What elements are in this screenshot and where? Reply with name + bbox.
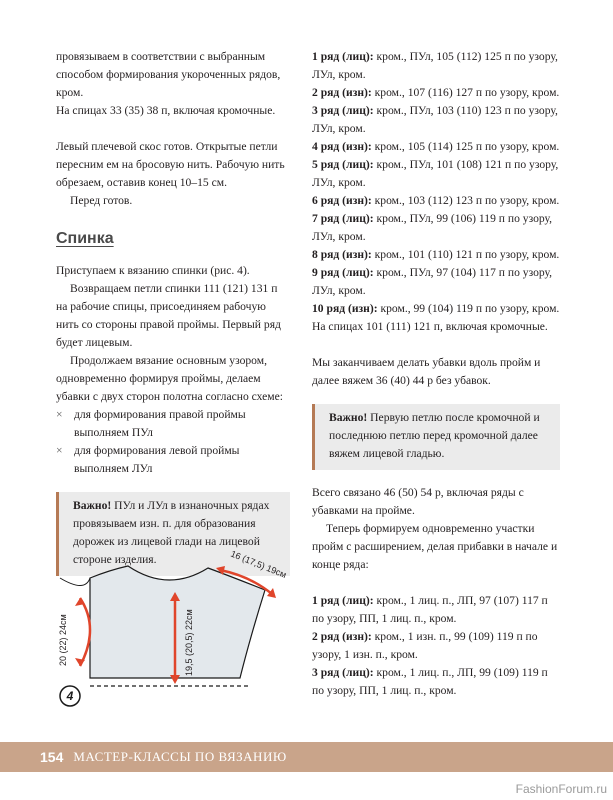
row-text: кром., ПУл, 97 (104) 117 п по узору, ЛУл, кром.: [312, 266, 553, 297]
row-label: 4 ряд (изн):: [312, 140, 372, 153]
instruction-row: [312, 84, 560, 102]
measure-label-left: 20 (22) 24см: [58, 614, 68, 666]
arrowhead: [170, 675, 180, 684]
row-text: кром., ПУл, 101 (108) 121 п по узору, ЛУл, кром.: [312, 158, 559, 189]
note-text: Первую петлю после кромочной и последнюю петлю перед кромочной далее вяжем лицевой гладью.: [329, 411, 540, 460]
page-footer: [0, 742, 613, 772]
section-heading: Спинка: [56, 230, 114, 247]
row-text: кром., 101 (110) 121 п по узору, кром.: [371, 248, 560, 261]
row-text: кром., 105 (114) 125 п по узору, кром.: [371, 140, 560, 153]
series-title: МАСТЕР-КЛАССЫ ПО ВЯЗАНИЮ: [73, 749, 287, 764]
paragraph: Теперь формируем одновременно участки пройм с расширением, делая прибавки в начале и конце ряда:: [312, 522, 558, 571]
note-label: Важно!: [329, 411, 368, 424]
row-label: 3 ряд (лиц):: [312, 666, 374, 679]
cross-bullet-icon: ×: [56, 444, 63, 457]
pattern-diagram: [50, 548, 290, 718]
paragraph: Возвращаем петли спинки 111 (121) 131 п на рабочие спицы, присоединяем рабочую нить со стороны правой проймы. Первый ряд будет лицевым.: [56, 282, 281, 349]
row-label: 1 ряд (лиц):: [312, 594, 374, 607]
measure-label-center: 19,5 (20,5) 22см: [184, 609, 194, 676]
row-list: [312, 592, 560, 700]
instruction-row: [312, 664, 560, 700]
paragraph: Всего связано 46 (50) 54 р, включая ряды с убавками на пройме.: [312, 486, 524, 517]
row-text: кром., 99 (104) 119 п по узору, кром.: [377, 302, 560, 315]
back-piece-shape: [90, 566, 265, 678]
armhole-curve: [60, 578, 90, 586]
instruction-row: [312, 192, 560, 210]
note-text: ПУл и ЛУл в изнаночных рядах провязываем изн. п. для образования дорожек из лицевой глади на лицевой стороне изделия.: [73, 499, 270, 566]
list-item: × для формирования левой проймы выполняем ЛУл: [56, 442, 290, 478]
watermark: FashionForum.ru: [515, 782, 607, 796]
row-label: 1 ряд (лиц):: [312, 50, 374, 63]
row-label: 9 ряд (лиц):: [312, 266, 374, 279]
instruction-row: [312, 156, 560, 192]
instruction-row: [312, 628, 560, 664]
instruction-row: [312, 264, 560, 300]
row-label: 10 ряд (изн):: [312, 302, 378, 315]
instruction-row: [312, 48, 560, 84]
instruction-row: [312, 592, 560, 628]
row-label: 6 ряд (изн):: [312, 194, 372, 207]
row-text: кром., 107 (116) 127 п по узору, кром.: [371, 86, 560, 99]
row-text: кром., ПУл, 103 (110) 123 п по узору, ЛУл, кром.: [312, 104, 558, 135]
list-item: × для формирования правой проймы выполняем ПУл: [56, 406, 290, 442]
paragraph: На спицах 101 (111) 121 п, включая кромочные.: [312, 320, 548, 333]
instruction-row: [312, 300, 560, 318]
paragraph: Мы заканчиваем делать убавки вдоль пройм и далее вяжем 36 (40) 44 р без убавок.: [312, 356, 541, 387]
row-label: 7 ряд (лиц):: [312, 212, 374, 225]
row-text: кром., 1 лиц. п., ЛП, 99 (109) 119 п по узору, ПП, 1 лиц. п., кром.: [312, 666, 548, 697]
row-label: 2 ряд (изн):: [312, 630, 372, 643]
row-text: кром., 1 изн. п., 99 (109) 119 п по узору, 1 изн. п., кром.: [312, 630, 538, 661]
instruction-row: [312, 210, 560, 246]
paragraph: Перед готов.: [70, 194, 133, 207]
height-arrow-left: [80, 598, 90, 666]
measure-label-top: 16 (17,5) 19см: [229, 548, 288, 581]
row-text: кром., ПУл, 99 (106) 119 п по узору, ЛУл, кром.: [312, 212, 553, 243]
paragraph: Продолжаем вязание основным узором, одновременно формируя проймы, делаем убавки с двух сторон полотна согласно схеме:: [56, 354, 283, 403]
row-label: 2 ряд (изн):: [312, 86, 372, 99]
important-note: [312, 404, 560, 470]
row-label: 5 ряд (лиц):: [312, 158, 374, 171]
note-label: Важно!: [73, 499, 112, 512]
right-column: [312, 48, 560, 700]
row-text: кром., 1 лиц. п., ЛП, 97 (107) 117 п по узору, ПП, 1 лиц. п., кром.: [312, 594, 548, 625]
paragraph: провязываем в соответствии с выбранным способом формирования укороченных рядов, кром.: [56, 50, 281, 99]
row-text: кром., 103 (112) 123 п по узору, кром.: [371, 194, 560, 207]
row-label: 3 ряд (лиц):: [312, 104, 374, 117]
page-number: 154: [40, 749, 64, 765]
instruction-row: [312, 138, 560, 156]
instruction-row: [312, 102, 560, 138]
paragraph: Приступаем к вязанию спинки (рис. 4).: [56, 264, 250, 277]
row-label: 8 ряд (изн):: [312, 248, 372, 261]
row-text: кром., ПУл, 105 (112) 125 п по узору, ЛУл, кром.: [312, 50, 558, 81]
cross-bullet-icon: ×: [56, 408, 63, 421]
arrowhead: [267, 588, 276, 598]
instruction-row: [312, 246, 560, 264]
left-column: [56, 48, 290, 576]
row-list: [312, 48, 560, 318]
figure-number: 4: [66, 689, 74, 703]
paragraph: На спицах 33 (35) 38 п, включая кромочные.: [56, 104, 276, 117]
paragraph: Левый плечевой скос готов. Открытые петли пересним ем на бросовую нить. Рабочую нить обрезаем, оставив конец 10–15 см.: [56, 140, 285, 189]
